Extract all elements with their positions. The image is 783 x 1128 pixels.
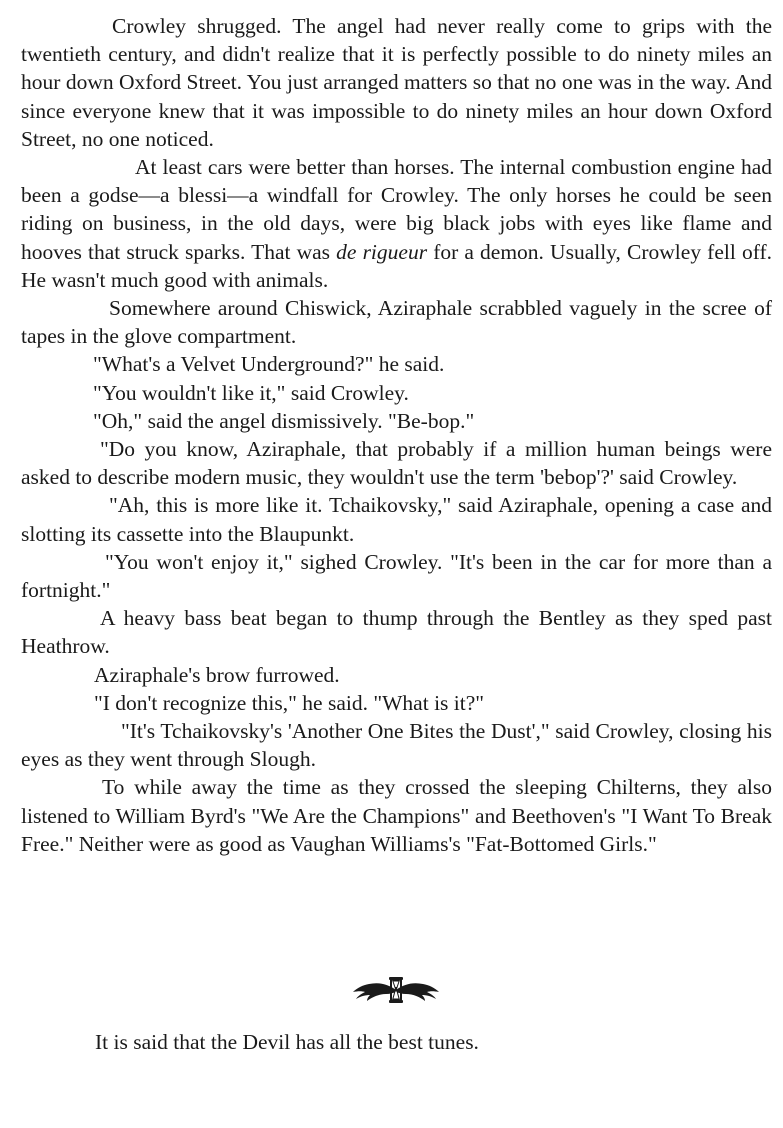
paragraph-cars-better-than-horses [21, 153, 772, 294]
book-page-text [21, 12, 772, 858]
dialog-velvet-underground: "What's a Velvet Underground?" he said. [93, 352, 445, 377]
paragraph-chiswick: Somewhere around Chiswick, Aziraphale scrabbled vaguely in the scree of tapes in the glove compartment. [21, 296, 772, 349]
paragraph-brow-furrowed: Aziraphale's brow furrowed. [94, 662, 340, 687]
paragraph-chilterns: To while away the time as they crossed the sleeping Chilterns, they also listened to William Byrd's "We Are the Champions" and Beethoven's "I Want To Break Free." Neither were as good as Vaughan Williams's "Fat-Bottomed Girls." [21, 775, 772, 856]
paragraph-tchaikovsky: "Ah, this is more like it. Tchaikovsky," said Aziraphale, opening a case and slotting its cassette into the Blaupunkt. [21, 493, 772, 546]
dialog-be-bop: "Oh," said the angel dismissively. "Be-bop." [93, 408, 475, 433]
paragraph-bebop-question: "Do you know, Aziraphale, that probably if a million human beings were asked to describe modern music, they wouldn't use the term 'bebop'?' said Crowley. [21, 437, 772, 490]
dialog-dont-recognize: "I don't recognize this," he said. "What is it?" [94, 690, 485, 715]
paragraph-another-one-bites: "It's Tchaikovsky's 'Another One Bites the Dust'," said Crowley, closing his eyes as they went through Slough. [21, 719, 772, 772]
italic-phrase: de rigueur [336, 239, 428, 264]
paragraph-wont-enjoy-it: "You won't enjoy it," sighed Crowley. "It's been in the car for more than a fortnight." [21, 549, 772, 603]
paragraph-text-before: At least cars were better than horses. The internal combustion engine had been a godse—a blessi—a windfall for Crowley. The only horses he could be seen riding on business, in the old days, were big black jobs with eyes like flame and hooves that struck sparks. That was [21, 155, 772, 264]
dialog-wouldnt-like-it: "You wouldn't like it," said Crowley. [93, 380, 409, 405]
winged-hourglass-ornament-icon [352, 975, 440, 1005]
paragraph-heavy-bass: A heavy bass beat began to thump through the Bentley as they sped past Heathrow. [21, 606, 772, 659]
paragraph-crowley-shrugged: Crowley shrugged. The angel had never really come to grips with the twentieth century, and didn't realize that it is perfectly possible to do ninety miles an hour down Oxford Street. You just arranged matters so that no one was in the way. And since everyone knew that it was impossible to do ninety miles an hour down Oxford Street, no one noticed. [21, 14, 772, 151]
closing-line: It is said that the Devil has all the best tunes. [95, 1030, 479, 1054]
paragraph-text-after: for a demon. Usually, Crowley fell off. He wasn't much good with animals. [21, 239, 773, 292]
